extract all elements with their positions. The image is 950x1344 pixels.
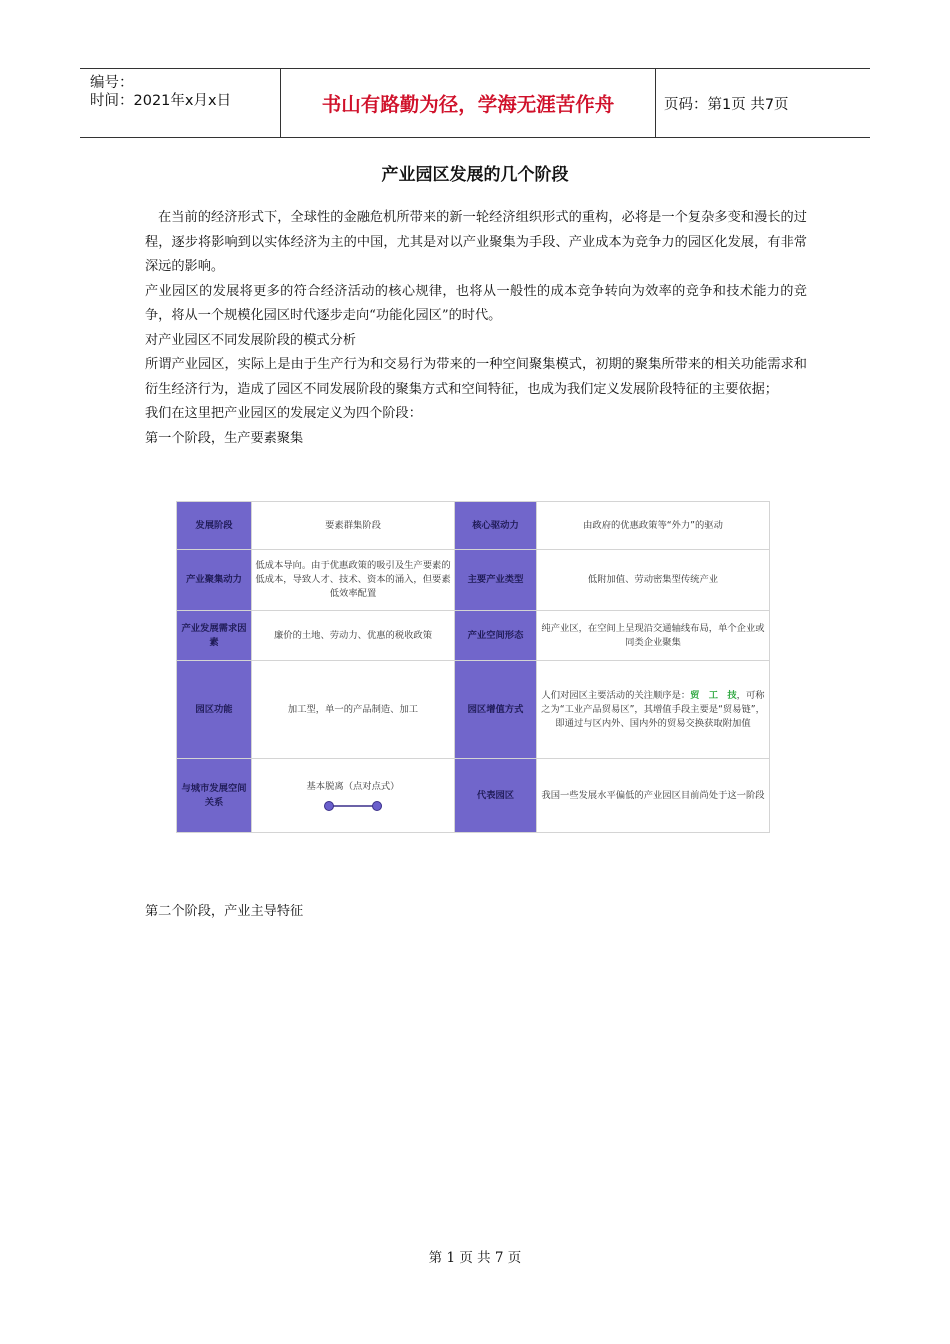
stage-two-heading: 第二个阶段，产业主导特征 <box>145 904 304 919</box>
paragraph: 第一个阶段，生产要素聚集 <box>145 430 304 446</box>
table-cell: 低附加值、劳动密集型传统产业 <box>537 550 770 611</box>
table-cell <box>252 759 455 833</box>
document-title: 产业园区发展的几个阶段 <box>381 165 569 185</box>
table-row <box>177 550 770 611</box>
table-header-cell: 核心驱动力 <box>455 502 537 550</box>
table-cell: 廉价的土地、劳动力、优惠的税收政策 <box>252 611 455 661</box>
table-row <box>177 661 770 759</box>
document-body <box>145 206 807 451</box>
table-cell: 低成本导向。由于优惠政策的吸引及生产要素的低成本，导致人才、技术、资本的涌入，但要素低效率配置 <box>252 550 455 611</box>
point-to-point-connector-icon <box>323 800 383 812</box>
page-header <box>80 68 870 138</box>
table-header-cell: 主要产业类型 <box>455 550 537 611</box>
table-header-cell: 产业聚集动力 <box>177 550 252 611</box>
table-header-cell: 园区增值方式 <box>455 661 537 759</box>
page-footer: 第 1 页 共 7 页 <box>428 1250 522 1266</box>
header-page-info: 页码：第1页 共7页 <box>664 96 789 113</box>
cell-text: 人们对园区主要活动的关注顺序是： <box>541 689 691 701</box>
paragraph: 所谓产业园区，实际上是由于生产行为和交易行为带来的一种空间聚集模式，初期的聚集所带来的相关功能需求和衍生经济行为，造成了园区不同发展阶段的聚集方式和空间特征，也成为我们定义发展阶段特征的主要依据； <box>145 357 807 397</box>
table-header-cell: 代表园区 <box>455 759 537 833</box>
table-cell: 由政府的优惠政策等“外力”的驱动 <box>537 502 770 550</box>
highlight-text: 贸 工 技 <box>690 689 737 701</box>
paragraph: 我们在这里把产业园区的发展定义为四个阶段： <box>145 406 422 421</box>
table-header-cell: 园区功能 <box>177 661 252 759</box>
table-row <box>177 611 770 661</box>
table-header-cell: 与城市发展空间关系 <box>177 759 252 833</box>
table-cell: 加工型，单一的产品制造、加工 <box>252 661 455 759</box>
cell-text: 基本脱离（点对点式） <box>306 780 400 792</box>
table-header-cell: 产业空间形态 <box>455 611 537 661</box>
paragraph: 在当前的经济形式下，全球性的金融危机所带来的新一轮经济组织形式的重构，必将是一个复杂多变和漫长的过程，逐步将影响到以实体经济为主的中国，尤其是对以产业聚集为手段、产业成本为竞争力的园区化发展，有非常深远的影响。 <box>145 210 807 274</box>
date-label: 时间：2021年x月x日 <box>90 93 232 109</box>
table-cell: 要素群集阶段 <box>252 502 455 550</box>
stage-table-figure <box>176 501 769 832</box>
number-label: 编号： <box>90 75 134 91</box>
table-cell <box>537 661 770 759</box>
table-header-cell: 产业发展需求因素 <box>177 611 252 661</box>
cell-text: ，可称之为“工业产品贸易区”，其增值手段主要是“贸易链”，即通过与区内外、国内外的贸易交换获取附加值 <box>541 689 765 729</box>
table-cell: 纯产业区，在空间上呈现沿交通轴线布局，单个企业或同类企业聚集 <box>537 611 770 661</box>
paragraph: 对产业园区不同发展阶段的模式分析 <box>145 332 356 348</box>
motto: 书山有路勤为径，学海无涯苦作舟 <box>280 69 656 137</box>
table-header-cell: 发展阶段 <box>177 502 252 550</box>
table-row <box>177 759 770 833</box>
stage-table <box>176 501 770 833</box>
paragraph: 产业园区的发展将更多的符合经济活动的核心规律，也将从一般性的成本竞争转向为效率的竞争和技术能力的竞争，将从一个规模化园区时代逐步走向“功能化园区”的时代。 <box>145 283 807 323</box>
table-cell: 我国一些发展水平偏低的产业园区目前尚处于这一阶段 <box>537 759 770 833</box>
header-meta <box>80 69 280 137</box>
table-row <box>177 502 770 550</box>
